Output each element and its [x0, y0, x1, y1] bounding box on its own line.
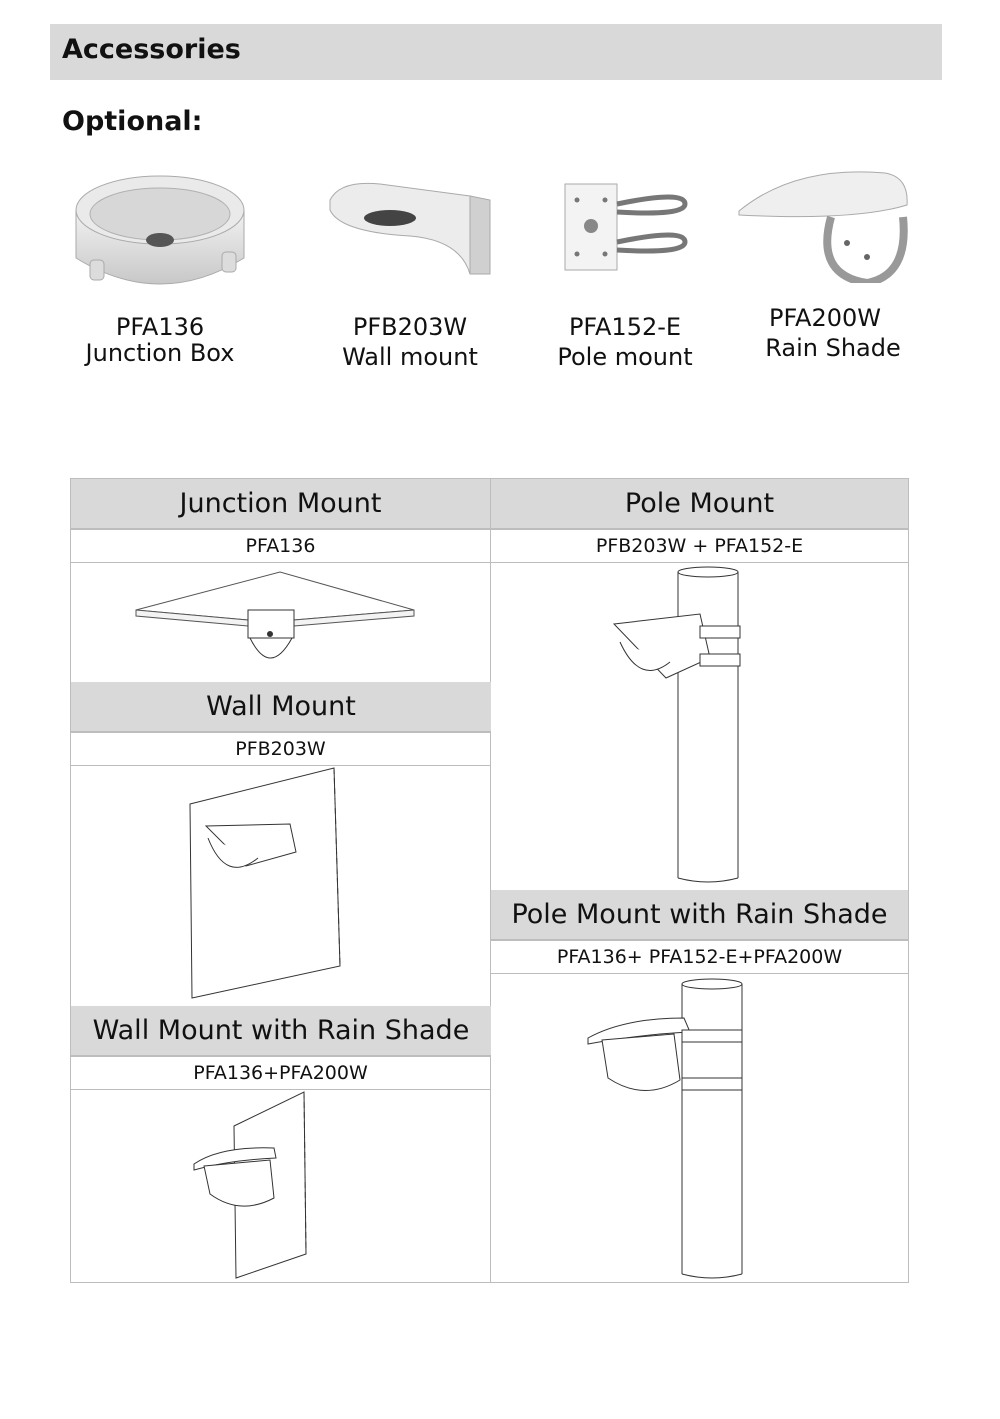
wall-mount-header	[71, 682, 491, 732]
accessory-model: PFA136	[115, 313, 205, 341]
pole-rain-header	[491, 890, 908, 940]
wall-rain-code-cell	[70, 1056, 491, 1090]
pole-mount-illustration	[600, 566, 760, 884]
accessory-model: PFA152-E	[568, 313, 682, 341]
junction-mount-illustration	[130, 568, 420, 678]
accessory-pole-mount	[530, 170, 720, 372]
optional-heading: Optional:	[62, 106, 203, 137]
accessory-name: Pole mount	[557, 343, 693, 371]
wall-rain-title: Wall Mount with Rain Shade	[92, 1015, 470, 1046]
pole-mount-image	[555, 170, 695, 280]
section-header	[50, 24, 942, 80]
pole-mount-title: Pole Mount	[624, 488, 775, 519]
wall-rain-code: PFA136+PFA200W	[193, 1062, 368, 1084]
section-title: Accessories	[62, 34, 241, 65]
junction-mount-code-cell	[70, 529, 491, 563]
wall-rain-illustration	[190, 1090, 316, 1280]
wall-mount-image	[320, 170, 500, 280]
pole-rain-illustration	[584, 978, 754, 1280]
accessory-name: Wall mount	[342, 343, 478, 371]
table-right-border	[908, 478, 909, 1283]
accessory-model: PFB203W	[352, 313, 468, 341]
rain-shade-image	[735, 165, 915, 283]
wall-mount-code: PFB203W	[235, 738, 326, 760]
wall-mount-title: Wall Mount	[206, 691, 356, 722]
table-left-border	[70, 478, 71, 1283]
accessory-wall-mount	[300, 170, 520, 372]
wall-mount-illustration	[186, 766, 346, 1002]
accessory-name: Rain Shade	[765, 334, 901, 362]
wall-rain-header	[71, 1006, 491, 1056]
junction-mount-header	[71, 479, 490, 529]
wall-mount-code-cell	[70, 732, 491, 766]
junction-box-image	[70, 170, 250, 302]
accessory-name: Junction Box	[85, 339, 235, 367]
pole-rain-code-cell	[490, 940, 909, 974]
pole-mount-code-cell	[490, 529, 909, 563]
accessory-rain-shade	[725, 165, 925, 363]
junction-mount-title: Junction Mount	[179, 488, 382, 519]
pole-mount-code: PFB203W + PFA152-E	[595, 535, 804, 557]
pole-rain-code: PFA136+ PFA152-E+PFA200W	[556, 946, 843, 968]
table-center-divider	[490, 478, 491, 1283]
accessory-model: PFA200W	[768, 304, 882, 332]
junction-mount-code: PFA136	[245, 535, 316, 557]
pole-rain-title: Pole Mount with Rain Shade	[511, 899, 888, 930]
accessory-junction-box	[60, 170, 260, 368]
pole-mount-header	[491, 479, 908, 529]
